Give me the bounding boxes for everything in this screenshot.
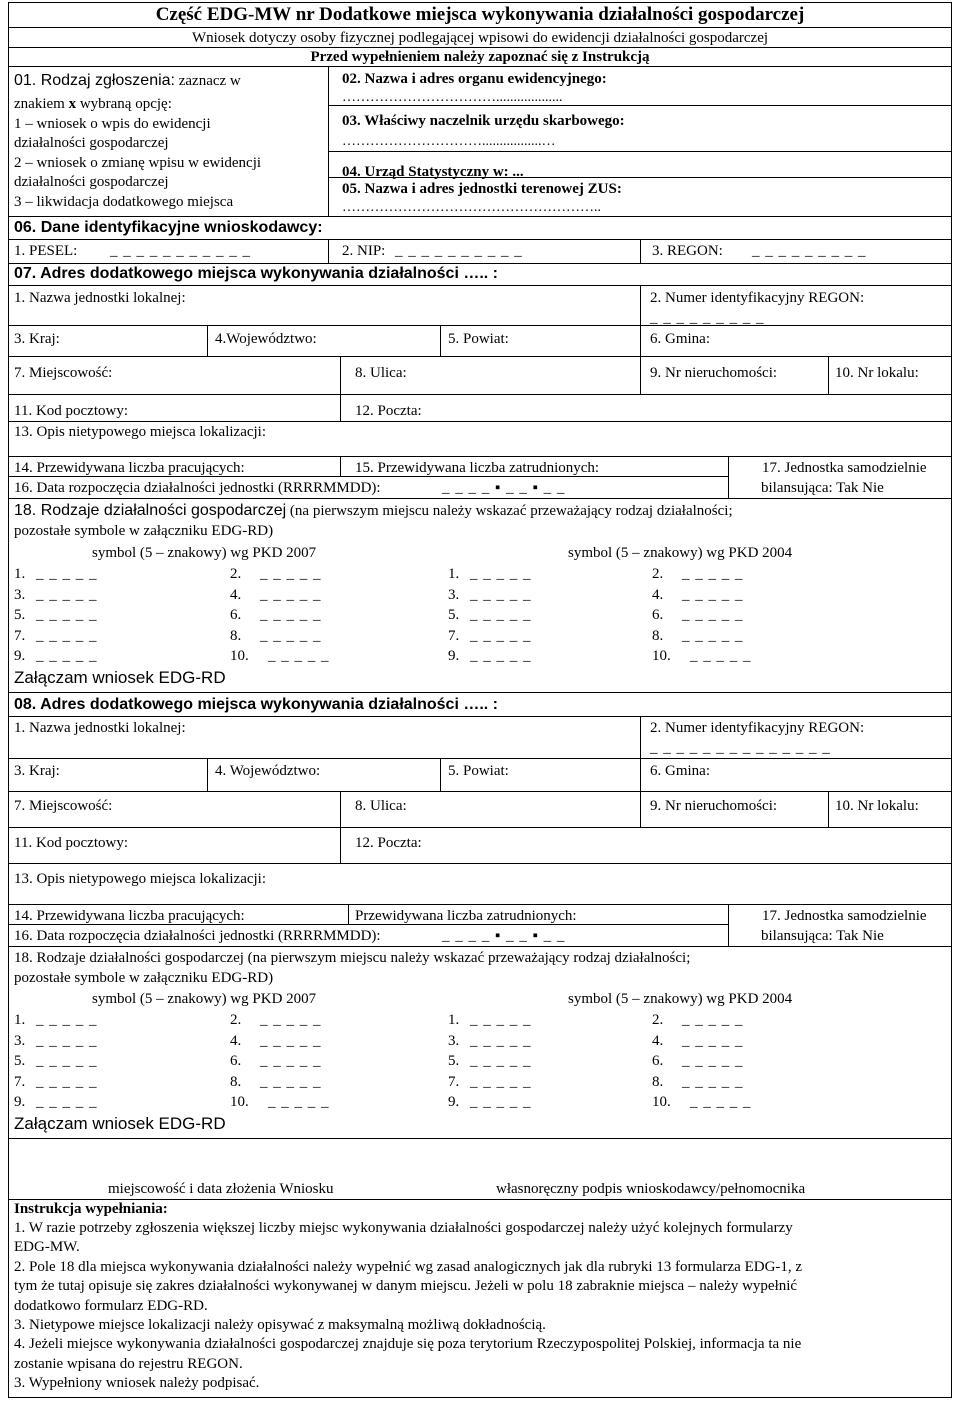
s07-pkd2004-code-input[interactable]: _ _ _ _ _ xyxy=(682,586,744,603)
s08-pkd2004-code-input[interactable]: _ _ _ _ _ xyxy=(682,1053,744,1069)
s08-pkd2004-code-input[interactable]: _ _ _ _ _ xyxy=(682,1012,744,1028)
s07-pkd2004-num: 7. xyxy=(448,627,460,644)
sec04-label[interactable]: 04. Urząd Statystyczny w: ... xyxy=(342,164,524,180)
s08-pkd2004-code-input[interactable]: _ _ _ _ _ xyxy=(470,1073,532,1090)
s08-county[interactable]: 5. Powiat: xyxy=(448,763,509,779)
s07-pkd2007-code-input[interactable]: _ _ _ _ _ xyxy=(260,607,322,623)
instructions-title: Instrukcja wypełniania: xyxy=(14,1201,168,1217)
s07-post-office[interactable]: 12. Poczta: xyxy=(355,403,422,419)
s08-pkd2004-num: 4. xyxy=(652,1032,664,1049)
instruction-line: 3. Nietypowe miejsce lokalizacji należy opisywać z maksymalną możliwą dokładnością. xyxy=(14,1317,546,1333)
s08-pkd2004-num: 2. xyxy=(652,1012,664,1028)
s07-pkd2004-code-input[interactable]: _ _ _ _ _ xyxy=(470,566,532,582)
s08-start-date-label: 16. Data rozpoczęcia działalności jednostki (RRRRMMDD): xyxy=(14,928,381,944)
nip-input[interactable]: _ _ _ _ _ _ _ _ _ _ xyxy=(395,243,523,259)
s08-pkd2007-code-input[interactable]: _ _ _ _ _ xyxy=(268,1094,330,1110)
s08-pkd2004-code-input[interactable]: _ _ _ _ _ xyxy=(682,1073,744,1090)
s07-start-date-label: 16. Data rozpoczęcia działalności jednostki (RRRRMMDD): xyxy=(14,480,381,496)
s08-pkd2007-num: 1. xyxy=(14,1012,26,1028)
s08-pkd2004-code-input[interactable]: _ _ _ _ _ xyxy=(470,1032,532,1049)
sec03-label: 03. Właściwy naczelnik urzędu skarbowego: xyxy=(342,113,625,129)
place-date-label: miejscowość i data złożenia Wniosku xyxy=(108,1181,334,1197)
s07-commune[interactable]: 6. Gmina: xyxy=(650,331,710,347)
s08-postal-code[interactable]: 11. Kod pocztowy: xyxy=(14,835,129,851)
s07-pkd2007-code-input[interactable]: _ _ _ _ _ xyxy=(260,566,322,582)
instruction-line: 1. W razie potrzeby zgłoszenia większej liczby miejsc wykonywania działalności gospodarczej należy użyć kolejnych formularzy xyxy=(14,1220,793,1236)
nip-label: 2. NIP: xyxy=(342,243,386,259)
sec01-heading: 01. Rodzaj zgłoszenia: zaznacz w xyxy=(14,72,241,89)
s08-country[interactable]: 3. Kraj: xyxy=(14,763,60,779)
s08-self-balancing-options[interactable]: bilansująca: Tak Nie xyxy=(761,928,884,944)
pesel-label: 1. PESEL: xyxy=(14,243,78,259)
s08-start-date-input[interactable]: _ _ _ _ ▪ _ _ ▪ _ _ xyxy=(442,928,566,944)
s07-pkd2004-code-input[interactable]: _ _ _ _ _ xyxy=(470,586,532,603)
s08-post-office[interactable]: 12. Poczta: xyxy=(355,835,422,851)
sec07-heading: 07. Adres dodatkowego miejsca wykonywania działalności ….. : xyxy=(14,265,498,282)
s08-voivodeship[interactable]: 4. Województwo: xyxy=(215,763,321,779)
s07-self-balancing-label: 17. Jednostka samodzielnie xyxy=(762,460,927,476)
s08-attach-edg-rd[interactable]: Załączam wniosek EDG-RD xyxy=(14,1114,226,1133)
s07-pkd2007-num: 7. xyxy=(14,627,26,644)
instruction-line: zostanie wpisana do rejestru REGON. xyxy=(14,1355,243,1372)
s07-pkd2007-num: 5. xyxy=(14,607,26,623)
instruction-line: tym że tutaj opisuje się zakres działalności wykonywanej w danym miejscu. Jeżeli w polu 18 zabraknie miejsca – należy wypełnić xyxy=(14,1278,798,1295)
s07-pkd2004-num: 6. xyxy=(652,607,664,623)
option-2-line2: działalności gospodarczej xyxy=(14,174,169,190)
s08-pkd2007-code-input[interactable]: _ _ _ _ _ xyxy=(36,1073,98,1090)
s07-pkd2004-code-input[interactable]: _ _ _ _ _ xyxy=(470,648,532,664)
s08-location-desc[interactable]: 13. Opis nietypowego miejsca lokalizacji: xyxy=(14,871,267,887)
s08-workers-count[interactable]: 14. Przewidywana liczba pracujących: xyxy=(14,908,245,924)
s07-pkd2004-code-input[interactable]: _ _ _ _ _ xyxy=(682,607,744,623)
s07-pkd2004-code-input[interactable]: _ _ _ _ _ xyxy=(470,607,532,623)
s07-local-unit-name[interactable]: 1. Nazwa jednostki lokalnej: xyxy=(14,290,186,306)
s07-pkd2007-header: symbol (5 – znakowy) wg PKD 2007 xyxy=(92,545,317,561)
s08-pkd2007-code-input[interactable]: _ _ _ _ _ xyxy=(260,1073,322,1090)
instruction-line: dodatkowo formularz EDG-RD. xyxy=(14,1297,208,1314)
s08-pkd2004-num: 3. xyxy=(448,1032,460,1049)
s08-pkd2007-code-input[interactable]: _ _ _ _ _ xyxy=(36,1094,98,1110)
s07-pkd2004-num: 8. xyxy=(652,627,664,644)
s08-pkd2007-num: 8. xyxy=(230,1073,242,1090)
s07-pkd2004-header: symbol (5 – znakowy) wg PKD 2004 xyxy=(568,545,793,561)
s08-pkd2004-code-input[interactable]: _ _ _ _ _ xyxy=(470,1012,532,1028)
s08-pkd2004-num: 5. xyxy=(448,1053,460,1069)
s07-city[interactable]: 7. Miejscowość: xyxy=(14,365,113,381)
s07-pkd2007-num: 4. xyxy=(230,586,242,603)
s07-activities-note: pozostałe symbole w załączniku EDG-RD) xyxy=(14,523,274,539)
s07-pkd2004-num: 1. xyxy=(448,566,460,582)
s08-pkd2007-num: 3. xyxy=(14,1032,26,1049)
s07-regon-input[interactable]: _ _ _ _ _ _ _ _ _ xyxy=(650,310,765,326)
s08-pkd2004-code-input[interactable]: _ _ _ _ _ xyxy=(682,1032,744,1049)
s07-pkd2004-num: 10. xyxy=(652,648,671,664)
s08-apartment-no[interactable]: 10. Nr lokalu: xyxy=(835,798,919,814)
s07-building-no[interactable]: 9. Nr nieruchomości: xyxy=(650,365,778,381)
s07-pkd2007-num: 3. xyxy=(14,586,26,603)
option-2-line1[interactable]: 2 – wniosek o zmianę wpisu w ewidencji xyxy=(14,155,262,171)
option-3[interactable]: 3 – likwidacja dodatkowego miejsca xyxy=(14,194,234,210)
s08-pkd2007-num: 7. xyxy=(14,1073,26,1090)
s07-pkd2007-num: 9. xyxy=(14,648,26,664)
s08-pkd2007-num: 5. xyxy=(14,1053,26,1069)
s08-activities-note: pozostałe symbole w załączniku EDG-RD) xyxy=(14,970,274,986)
s07-pkd2007-code-input[interactable]: _ _ _ _ _ xyxy=(268,648,330,664)
instruction-line: 2. Pole 18 dla miejsca wykonywania działalności należy wypełnić wg zasad analogicznych jak dla rubryki 13 formularza EDG-1, z xyxy=(14,1258,803,1275)
s07-county[interactable]: 5. Powiat: xyxy=(448,331,509,347)
s07-pkd2007-code-input[interactable]: _ _ _ _ _ xyxy=(260,627,322,644)
s07-start-date-input[interactable]: _ _ _ _ ▪ _ _ ▪ _ _ xyxy=(442,480,566,496)
s08-pkd2007-header: symbol (5 – znakowy) wg PKD 2007 xyxy=(92,991,317,1007)
s08-pkd2007-code-input[interactable]: _ _ _ _ _ xyxy=(260,1012,322,1028)
s07-pkd2007-num: 6. xyxy=(230,607,242,623)
s07-pkd2004-num: 5. xyxy=(448,607,460,623)
s07-voivodeship[interactable]: 4.Województwo: xyxy=(215,331,317,347)
form-notice: Przed wypełnieniem należy zapoznać się z Instrukcją xyxy=(310,49,650,65)
pesel-input[interactable]: _ _ _ _ _ _ _ _ _ _ _ xyxy=(110,243,251,259)
s08-self-balancing-label: 17. Jednostka samodzielnie xyxy=(762,908,927,924)
sec05-label: 05. Nazwa i adres jednostki terenowej ZUS: xyxy=(342,181,622,197)
s08-regon-label: 2. Numer identyfikacyjny REGON: xyxy=(650,720,865,736)
s07-pkd2004-num: 9. xyxy=(448,648,460,664)
s07-pkd2007-num: 10. xyxy=(230,648,249,664)
form-title: Część EDG-MW nr Dodatkowe miejsca wykonywania działalności gospodarczej xyxy=(155,4,805,25)
s08-pkd2004-code-input[interactable]: _ _ _ _ _ xyxy=(470,1094,532,1110)
sec02-label: 02. Nazwa i adres organu ewidencyjnego: xyxy=(342,71,607,87)
sec08-heading: 08. Adres dodatkowego miejsca wykonywania działalności ….. : xyxy=(14,696,498,713)
option-1-line1[interactable]: 1 – wniosek o wpis do ewidencji xyxy=(14,116,211,132)
s07-self-balancing-options[interactable]: bilansująca: Tak Nie xyxy=(761,480,884,496)
s07-pkd2007-code-input[interactable]: _ _ _ _ _ xyxy=(260,586,322,603)
s07-street[interactable]: 8. Ulica: xyxy=(355,365,407,381)
s08-pkd2007-code-input[interactable]: _ _ _ _ _ xyxy=(36,1053,98,1069)
s07-pkd2007-code-input[interactable]: _ _ _ _ _ xyxy=(36,586,98,603)
s07-workers-count[interactable]: 14. Przewidywana liczba pracujących: xyxy=(14,460,245,476)
s07-employees-count[interactable]: 15. Przewidywana liczba zatrudnionych: xyxy=(355,460,600,476)
s07-pkd2004-code-input[interactable]: _ _ _ _ _ xyxy=(470,627,532,644)
s07-regon-label: 2. Numer identyfikacyjny REGON: xyxy=(650,290,865,306)
s08-pkd2007-num: 10. xyxy=(230,1094,249,1110)
sec06-heading: 06. Dane identyfikacyjne wnioskodawcy: xyxy=(14,219,323,236)
option-1-line2: działalności gospodarczej xyxy=(14,135,169,151)
s08-pkd2004-code-input[interactable]: _ _ _ _ _ xyxy=(470,1053,532,1069)
s08-pkd2004-code-input[interactable]: _ _ _ _ _ xyxy=(690,1094,752,1110)
s08-activities-heading: 18. Rodzaje działalności gospodarczej (na pierwszym miejscu należy wskazać przeważający rodzaj działalności; xyxy=(14,950,691,966)
s07-pkd2004-code-input[interactable]: _ _ _ _ _ xyxy=(682,566,744,582)
regon-label: 3. REGON: xyxy=(652,243,723,259)
s08-pkd2004-header: symbol (5 – znakowy) wg PKD 2004 xyxy=(568,991,793,1007)
form-subtitle: Wniosek dotyczy osoby fizycznej podlegającej wpisowi do ewidencji działalności gospodarczej xyxy=(191,30,769,46)
s07-pkd2007-num: 1. xyxy=(14,566,26,582)
sec05-field[interactable]: ……………………………………………….. xyxy=(342,200,601,215)
s07-pkd2004-code-input[interactable]: _ _ _ _ _ xyxy=(690,648,752,664)
s07-pkd2004-num: 3. xyxy=(448,586,460,603)
s08-pkd2004-num: 9. xyxy=(448,1094,460,1110)
s07-pkd2007-code-input[interactable]: _ _ _ _ _ xyxy=(36,607,98,623)
s08-commune[interactable]: 6. Gmina: xyxy=(650,763,710,779)
s07-activities-heading: 18. Rodzaje działalności gospodarczej (na pierwszym miejscu należy wskazać przeważający rodzaj działalności; xyxy=(14,502,733,519)
instruction-line: 4. Jeżeli miejsce wykonywania działalności gospodarczej znajduje się poza terytorium Rzeczypospolitej Polskiej, informacja ta nie xyxy=(14,1336,802,1353)
s08-pkd2004-num: 6. xyxy=(652,1053,664,1069)
signature-label: własnoręczny podpis wnioskodawcy/pełnomocnika xyxy=(496,1181,806,1197)
s08-city[interactable]: 7. Miejscowość: xyxy=(14,798,113,814)
sec03-field[interactable]: ………………………….................… xyxy=(342,134,556,149)
s07-pkd2007-num: 2. xyxy=(230,566,242,582)
s07-country[interactable]: 3. Kraj: xyxy=(14,331,60,347)
s07-pkd2007-num: 8. xyxy=(230,627,242,644)
s07-pkd2004-code-input[interactable]: _ _ _ _ _ xyxy=(682,627,744,644)
instruction-line: EDG-MW. xyxy=(14,1239,80,1256)
s07-apartment-no[interactable]: 10. Nr lokalu: xyxy=(835,365,919,381)
s07-pkd2004-num: 4. xyxy=(652,586,664,603)
s08-pkd2004-num: 1. xyxy=(448,1012,460,1028)
s08-pkd2007-code-input[interactable]: _ _ _ _ _ xyxy=(260,1053,322,1069)
s08-pkd2007-code-input[interactable]: _ _ _ _ _ xyxy=(36,1012,98,1028)
s08-pkd2007-num: 9. xyxy=(14,1094,26,1110)
s08-pkd2004-num: 7. xyxy=(448,1073,460,1090)
s08-regon-input[interactable]: _ _ _ _ _ _ _ _ _ _ _ _ _ _ xyxy=(650,740,831,756)
s07-pkd2007-code-input[interactable]: _ _ _ _ _ xyxy=(36,566,98,582)
s08-pkd2004-num: 10. xyxy=(652,1094,671,1110)
s08-pkd2007-num: 4. xyxy=(230,1032,242,1049)
s07-pkd2007-code-input[interactable]: _ _ _ _ _ xyxy=(36,648,98,664)
s08-pkd2007-num: 6. xyxy=(230,1053,242,1069)
s08-pkd2007-num: 2. xyxy=(230,1012,242,1028)
s08-pkd2004-num: 8. xyxy=(652,1073,664,1090)
s07-location-desc[interactable]: 13. Opis nietypowego miejsca lokalizacji: xyxy=(14,424,267,440)
s08-employees-count[interactable]: Przewidywana liczba zatrudnionych: xyxy=(355,908,577,924)
s07-postal-code[interactable]: 11. Kod pocztowy: xyxy=(14,403,129,419)
s07-attach-edg-rd[interactable]: Załączam wniosek EDG-RD xyxy=(14,668,226,687)
s07-pkd2004-num: 2. xyxy=(652,566,664,582)
s08-pkd2007-code-input[interactable]: _ _ _ _ _ xyxy=(36,1032,98,1049)
sec01-instruction: znakiem x wybraną opcję: xyxy=(14,96,172,112)
s08-pkd2007-code-input[interactable]: _ _ _ _ _ xyxy=(260,1032,322,1049)
s07-pkd2007-code-input[interactable]: _ _ _ _ _ xyxy=(36,627,98,644)
sec02-field[interactable]: ……………………………................... xyxy=(342,90,563,105)
instruction-line: 3. Wypełniony wniosek należy podpisać. xyxy=(14,1375,260,1392)
s08-street[interactable]: 8. Ulica: xyxy=(355,798,407,814)
regon-input[interactable]: _ _ _ _ _ _ _ _ _ xyxy=(752,243,867,259)
s08-building-no[interactable]: 9. Nr nieruchomości: xyxy=(650,798,778,814)
s08-local-unit-name[interactable]: 1. Nazwa jednostki lokalnej: xyxy=(14,720,186,736)
